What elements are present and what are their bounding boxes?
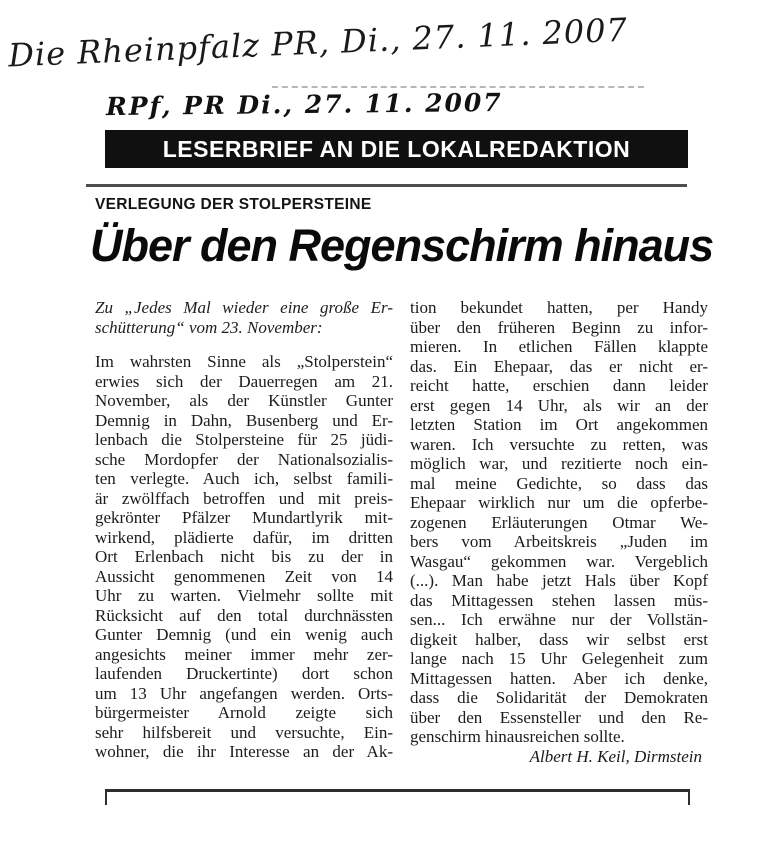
text-line: laufenden Druckertinte) dort schon bbox=[95, 664, 393, 683]
article-column-left bbox=[95, 298, 393, 762]
text-line: waren. Ich versuchte zu retten, was bbox=[410, 434, 708, 454]
text-line: Uhr zu warten. Vielmehr sollte mit bbox=[95, 586, 393, 605]
text-line: digkeit halber, dass wir selbst erst bbox=[410, 629, 708, 649]
text-line: Gunter Demnig (und ein wenig auch bbox=[95, 625, 393, 644]
text-line: mieren. In etlichen Fällen klappte bbox=[410, 337, 708, 356]
text-line: Im wahrsten Sinne als „Stolperstein“ bbox=[95, 352, 393, 371]
text-line: sehr hilfsbereit und versuchte, Ein- bbox=[95, 722, 393, 742]
text-line: angesichts meiner immer mehr zer- bbox=[95, 644, 393, 664]
text-line: zogenen Erläuterungen Otmar We- bbox=[410, 512, 708, 532]
article-signature: Albert H. Keil, Dirmstein bbox=[529, 746, 702, 766]
text-line: wohner, die ihr Interesse an der Ak- bbox=[95, 742, 393, 761]
text-line: Aussicht genommenen Zeit von 14 bbox=[95, 566, 393, 586]
text-line: das Mittagessen stehen lassen müs- bbox=[410, 590, 708, 610]
text-line: erwies sich der Dauerregen am 21. bbox=[95, 371, 393, 391]
text-line: Ehepaar wirklich nur um die opferbe- bbox=[410, 493, 708, 512]
text-line: dass die Solidarität der Demokraten bbox=[410, 688, 708, 707]
article-body-left bbox=[95, 352, 393, 762]
article-lede bbox=[95, 298, 393, 337]
handwritten-date-note: RPf, PR Di., 27. 11. 2007 bbox=[105, 87, 503, 122]
text-line: gekrönter Pfälzer Mundartlyrik mit- bbox=[95, 508, 393, 527]
text-line: Zu „Jedes Mal wieder eine große Er- bbox=[95, 298, 393, 317]
section-banner bbox=[105, 130, 688, 168]
text-line: (...). Man habe jetzt Hals über Kopf bbox=[410, 571, 708, 590]
text-line: tion bekundet hatten, per Handy bbox=[410, 298, 708, 317]
text-line: bers vom Arbeitskreis „Juden im bbox=[410, 532, 708, 551]
text-line: är zwölffach betroffen und mit preis- bbox=[95, 488, 393, 508]
text-line: Mittagessen hatten. Aber ich denke, bbox=[410, 668, 708, 688]
text-line: um 13 Uhr angefangen werden. Orts- bbox=[95, 683, 393, 703]
text-line: mal meine Gedichte, so dass das bbox=[410, 473, 708, 493]
text-line: reicht hatte, erschien dann leider bbox=[410, 376, 708, 395]
text-line: ten verlegte. Auch ich, selbst famili- bbox=[95, 469, 393, 488]
article-kicker: VERLEGUNG DER STOLPERSTEINE bbox=[95, 196, 372, 213]
text-line: das. Ein Ehepaar, das er nicht er- bbox=[410, 356, 708, 376]
section-banner-label: LESERBRIEF AN DIE LOKALREDAKTION bbox=[162, 135, 631, 162]
next-clipping-box-edge bbox=[105, 789, 690, 805]
text-line: sen... Ich erwähne nur der Vollstän- bbox=[410, 610, 708, 629]
horizontal-rule bbox=[86, 184, 687, 187]
text-line: Demnig in Dahn, Busenberg und Er- bbox=[95, 410, 393, 430]
text-line: wirkend, plädierte dafür, im dritten bbox=[95, 527, 393, 547]
text-line: über den früheren Beginn zu infor- bbox=[410, 317, 708, 337]
text-line: erst gegen 14 Uhr, als wir an der bbox=[410, 395, 708, 415]
handwritten-source-note: Die Rheinpfalz PR, Di., 27. 11. 2007 bbox=[7, 10, 629, 75]
text-line: sche Mordopfer der Nationalsozialis- bbox=[95, 449, 393, 469]
text-line: lange nach 15 Uhr Gelegenheit zum bbox=[410, 649, 708, 668]
text-line: November, als der Künstler Gunter bbox=[95, 391, 393, 410]
text-line: Rücksicht auf den total durchnässten bbox=[95, 605, 393, 625]
text-line: genschirm hinausreichen sollte. bbox=[410, 727, 625, 746]
text-line: letzten Station im Ort angekommen bbox=[410, 415, 708, 434]
text-line: Ort Erlenbach nicht bis zu der in bbox=[95, 547, 393, 566]
article-headline: Über den Regenschirm hinaus bbox=[90, 220, 714, 271]
article-column-right bbox=[410, 298, 708, 766]
text-line: über den Essensteller und den Re- bbox=[410, 707, 708, 727]
text-line: Wasgau“ gekommen war. Vergeblich bbox=[410, 551, 708, 571]
text-line: schütterung“ vom 23. November: bbox=[95, 317, 323, 337]
article-body-right bbox=[410, 298, 708, 747]
text-line: möglich war, und rezitierte noch ein- bbox=[410, 454, 708, 473]
text-line: bürgermeister Arnold zeigte sich bbox=[95, 703, 393, 722]
text-line: lenbach die Stolpersteine für 25 jüdi- bbox=[95, 430, 393, 449]
